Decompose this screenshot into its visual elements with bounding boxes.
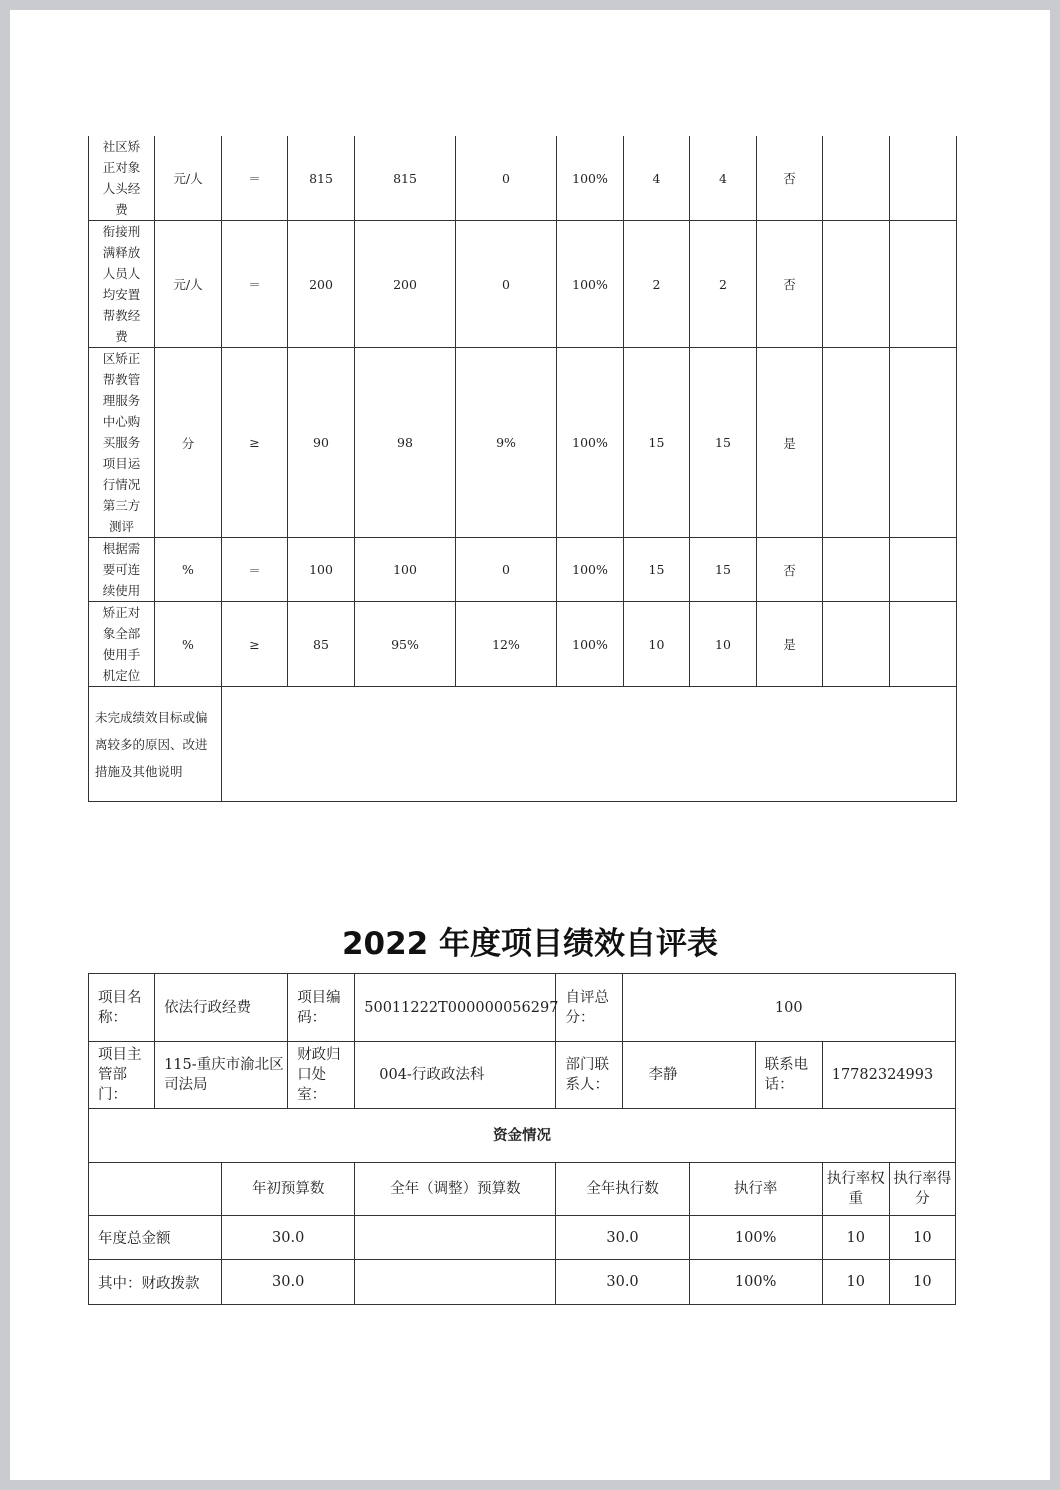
col-adjusted-budget: 全年（调整）预算数: [355, 1163, 556, 1216]
indicator-rate: 100%: [557, 136, 624, 221]
funds-weight: 10: [822, 1216, 889, 1260]
indicator-deviation: 9%: [456, 348, 557, 538]
phone-label: 联系电话：: [755, 1042, 822, 1109]
funds-rate: 100%: [689, 1260, 822, 1305]
indicator-row: [89, 602, 957, 687]
col-executed: 全年执行数: [556, 1163, 689, 1216]
indicator-weight: 15: [624, 348, 690, 538]
indicator-extra-2: [890, 538, 957, 602]
indicator-target: 200: [288, 221, 355, 348]
performance-indicator-table: [88, 136, 957, 802]
funds-executed: 30.0: [556, 1260, 689, 1305]
indicator-actual: 100: [355, 538, 456, 602]
indicator-deviated: 否: [757, 221, 823, 348]
note-value: [222, 687, 957, 802]
indicator-unit: 分: [155, 348, 222, 538]
funds-adjusted: [355, 1260, 556, 1305]
indicator-deviated: 是: [757, 602, 823, 687]
indicator-target: 815: [288, 136, 355, 221]
indicator-actual: 815: [355, 136, 456, 221]
col-exec-rate: 执行率: [689, 1163, 822, 1216]
finance-office-label: 财政归口处室：: [288, 1042, 355, 1109]
indicator-deviation: 0: [456, 538, 557, 602]
indicator-name-text: 矫正对象全部使用手机定位: [102, 605, 141, 683]
indicator-unit: %: [155, 538, 222, 602]
funds-score: 10: [889, 1260, 955, 1305]
indicator-rate: 100%: [557, 348, 624, 538]
indicator-deviation: 0: [456, 221, 557, 348]
phone-value: 17782324993: [822, 1042, 955, 1109]
indicator-name-text: 根据需要可连续使用: [102, 541, 141, 598]
indicator-rate: 100%: [557, 221, 624, 348]
indicator-extra-1: [823, 348, 890, 538]
indicator-extra-2: [890, 348, 957, 538]
indicator-rate: 100%: [557, 538, 624, 602]
indicator-target: 100: [288, 538, 355, 602]
indicator-name: [89, 602, 155, 687]
indicator-operator: ＝: [222, 136, 288, 221]
indicator-unit: 元/人: [155, 221, 222, 348]
funds-executed: 30.0: [556, 1216, 689, 1260]
indicator-deviation: 0: [456, 136, 557, 221]
indicator-name: [89, 348, 155, 538]
form-title: 2022 年度项目绩效自评表: [341, 926, 719, 962]
indicator-score: 15: [690, 538, 757, 602]
indicator-actual: 95%: [355, 602, 456, 687]
finance-office-value: 004-行政政法科: [355, 1042, 556, 1109]
funds-corner-cell: [89, 1163, 222, 1216]
indicator-deviated: 否: [757, 538, 823, 602]
dept-value: 115-重庆市渝北区司法局: [155, 1042, 288, 1109]
indicator-name-text: 衔接刑满释放人员人均安置帮教经费: [102, 224, 141, 344]
indicator-extra-2: [890, 602, 957, 687]
indicator-deviated: 是: [757, 348, 823, 538]
document-page: [10, 10, 1050, 1480]
indicator-weight: 10: [624, 602, 690, 687]
indicator-name-text: 社区矫正对象人头经费: [102, 139, 141, 217]
indicator-deviated: 否: [757, 136, 823, 221]
indicator-deviation: 12%: [456, 602, 557, 687]
funds-score: 10: [889, 1216, 955, 1260]
col-rate-score: 执行率得分: [889, 1163, 955, 1216]
funds-initial: 30.0: [222, 1216, 355, 1260]
indicator-row: [89, 348, 957, 538]
funds-header-row: [89, 1109, 956, 1163]
funds-row: [89, 1260, 956, 1305]
indicator-score: 4: [690, 136, 757, 221]
indicator-extra-1: [823, 136, 890, 221]
indicator-weight: 2: [624, 221, 690, 348]
indicator-operator: ＝: [222, 221, 288, 348]
indicator-unit: %: [155, 602, 222, 687]
funds-initial: 30.0: [222, 1260, 355, 1305]
project-name-label: 项目名称：: [89, 974, 155, 1042]
self-score-value: 100: [622, 974, 955, 1042]
indicator-actual: 200: [355, 221, 456, 348]
indicator-extra-1: [823, 538, 890, 602]
funds-columns-row: [89, 1163, 956, 1216]
indicator-target: 90: [288, 348, 355, 538]
indicator-name: [89, 136, 155, 221]
indicator-actual: 98: [355, 348, 456, 538]
indicator-operator: ≥: [222, 348, 288, 538]
project-self-evaluation-table: [88, 973, 956, 1305]
funds-rate: 100%: [689, 1216, 822, 1260]
project-code-value: 50011222T000000056297: [355, 974, 556, 1042]
contact-label: 部门联系人：: [556, 1042, 622, 1109]
funds-adjusted: [355, 1216, 556, 1260]
self-score-label: 自评总分：: [556, 974, 622, 1042]
contact-value: 李静: [622, 1042, 755, 1109]
dept-label: 项目主管部门：: [89, 1042, 155, 1109]
col-initial-budget: 年初预算数: [222, 1163, 355, 1216]
indicator-extra-2: [890, 136, 957, 221]
indicator-name: [89, 538, 155, 602]
col-rate-weight: 执行率权重: [822, 1163, 889, 1216]
indicator-rate: 100%: [557, 602, 624, 687]
indicator-row: [89, 136, 957, 221]
indicator-name-text: 区矫正帮教管理服务中心购买服务项目运行情况第三方测评: [102, 351, 141, 534]
indicator-weight: 4: [624, 136, 690, 221]
indicator-operator: ＝: [222, 538, 288, 602]
project-name-value: 依法行政经费: [155, 974, 288, 1042]
indicator-name: [89, 221, 155, 348]
indicator-score: 15: [690, 348, 757, 538]
note-row: [89, 687, 957, 802]
funds-weight: 10: [822, 1260, 889, 1305]
indicator-extra-1: [823, 602, 890, 687]
indicator-unit: 元/人: [155, 136, 222, 221]
funds-row-label: 年度总金额: [89, 1216, 222, 1260]
funds-header: 资金情况: [89, 1109, 956, 1163]
indicator-weight: 15: [624, 538, 690, 602]
department-info-row: [89, 1042, 956, 1109]
project-info-row: [89, 974, 956, 1042]
indicator-score: 2: [690, 221, 757, 348]
funds-row-label: 其中：财政拨款: [89, 1260, 222, 1305]
indicator-extra-2: [890, 221, 957, 348]
indicator-operator: ≥: [222, 602, 288, 687]
indicator-row: [89, 221, 957, 348]
indicator-score: 10: [690, 602, 757, 687]
indicator-row: [89, 538, 957, 602]
indicator-target: 85: [288, 602, 355, 687]
project-code-label: 项目编码：: [288, 974, 355, 1042]
indicator-extra-1: [823, 221, 890, 348]
note-label: 未完成绩效目标或偏离较多的原因、改进措施及其他说明: [89, 687, 222, 802]
funds-row: [89, 1216, 956, 1260]
